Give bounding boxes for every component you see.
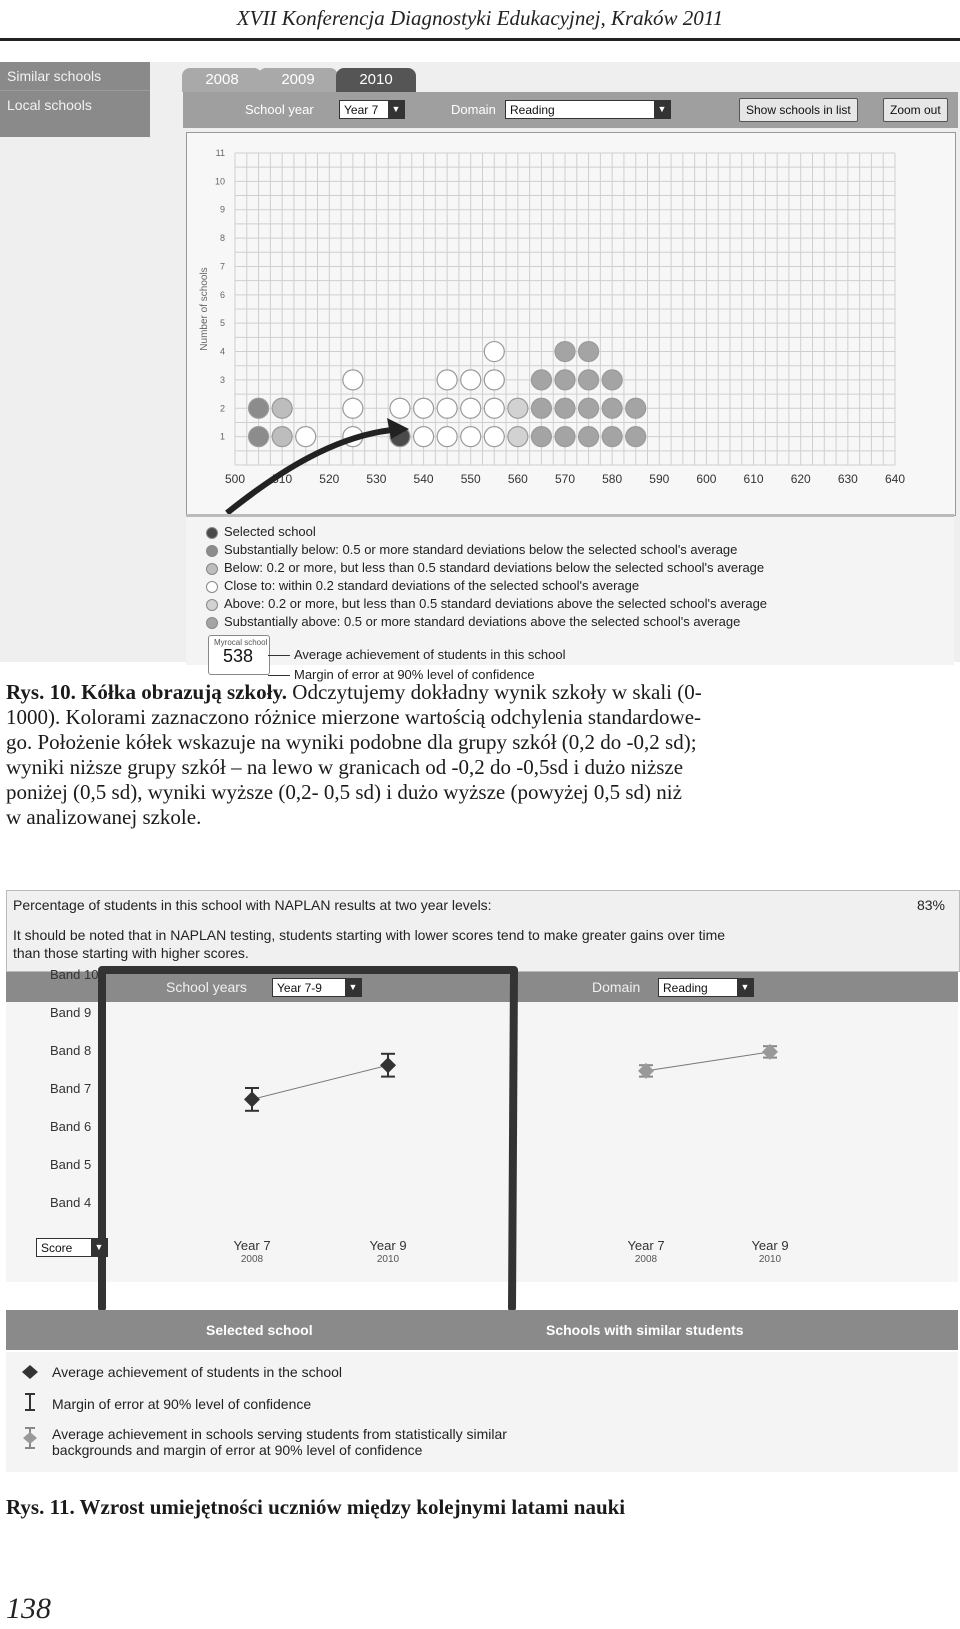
x-category-year: 2008 (634, 1254, 658, 1265)
tab-year-2008[interactable]: 2008 (182, 68, 262, 92)
y-tick-label: 11 (215, 148, 225, 158)
school-dot-substantially-above (531, 398, 551, 418)
trend-line (646, 1052, 770, 1071)
legend-label: Above: 0.2 or more, but less than 0.5 standard deviations above the selected school's average (224, 596, 768, 611)
school-dot-close (461, 398, 481, 418)
school-years-value: Year 7-9 (277, 981, 322, 995)
y-tick-label: 3 (219, 374, 225, 385)
legend-row-below (206, 559, 764, 577)
band-label: Band 10 (50, 967, 99, 982)
legend-label: Close to: within 0.2 standard deviations of the selected school's average (224, 578, 640, 593)
show-schools-button[interactable]: Show schools in list (739, 98, 858, 122)
school-score-badge (208, 635, 270, 675)
info-note-line: than those starting with higher scores. (13, 945, 249, 961)
domain-select[interactable] (505, 100, 671, 119)
running-header: XVII Konferencja Diagnostyki Edukacyjnej, Kraków 2011 (236, 6, 724, 30)
y-tick-label: 9 (219, 204, 225, 215)
band-label: Band 9 (50, 1005, 92, 1020)
caption-line: go. Położenie kółek wskazuje na wyniki podobne dla grupy szkół (0,2 do -0,2 sd); (6, 730, 697, 754)
school-dot-substantially-above (626, 427, 646, 447)
x-tick-label: 580 (602, 472, 623, 486)
legend-dot (206, 617, 218, 629)
highlight-frame (102, 970, 514, 1308)
score-select[interactable] (36, 1238, 108, 1257)
legend-average-label: Average achievement of students in the school (52, 1364, 343, 1380)
y-tick-label: 2 (219, 403, 225, 414)
school-dot-substantially-below (249, 398, 269, 418)
school-dot-above (508, 398, 528, 418)
legend-symbols (18, 1352, 48, 1472)
y-tick-label: 5 (219, 318, 225, 329)
error-bar-icon (25, 1394, 35, 1410)
school-dot-substantially-above (531, 370, 551, 390)
band-label: Band 4 (50, 1195, 92, 1210)
band-label: Band 5 (50, 1157, 92, 1172)
school-dot-below (272, 398, 292, 418)
x-tick-label: 590 (649, 472, 670, 486)
school-dot-close (437, 398, 457, 418)
legend-dot (206, 545, 218, 557)
school-dot-close (437, 370, 457, 390)
caption-text: Odczytujemy dokładny wynik szkoły w skali (0- (287, 680, 702, 704)
toolbar (183, 92, 958, 128)
legend-dot (206, 581, 218, 593)
y-axis-title: Number of schools (199, 267, 210, 351)
y-tick-label: 10 (214, 176, 225, 187)
y-tick-label: 7 (219, 261, 225, 272)
data-point-diamond (244, 1091, 260, 1107)
x-category-label: Year 9 (751, 1238, 789, 1253)
figure-10-caption (6, 680, 702, 830)
caption-lead: Rys. 10. Kółka obrazują szkoły. (6, 680, 288, 704)
figure-11-panel-footer (6, 1310, 958, 1350)
band-label: Band 7 (50, 1081, 92, 1096)
school-year-label: School year (245, 102, 314, 117)
school-dot-substantially-above (579, 427, 599, 447)
school-dot-close (461, 427, 481, 447)
x-tick-label: 640 (884, 472, 906, 486)
legend-label: Below: 0.2 or more, but less than 0.5 standard deviations below the selected school's average (224, 560, 765, 575)
school-dot-close (484, 398, 504, 418)
header-rule (0, 38, 960, 41)
school-dot-close (484, 427, 504, 447)
figure-11-caption: Rys. 11. Wzrost umiejętności uczniów między kolejnymi latami nauki (6, 1495, 626, 1519)
diamond-icon (22, 1365, 38, 1379)
panel-label-similar: Schools with similar students (546, 1322, 744, 1338)
caption-line (6, 680, 702, 705)
band-label: Band 6 (50, 1119, 92, 1134)
y-tick-label: 4 (219, 346, 225, 357)
zoom-out-button[interactable]: Zoom out (883, 98, 948, 122)
badge-score: 538 (223, 646, 254, 666)
legend-similar-label-2: backgrounds and margin of error at 90% level of confidence (52, 1442, 423, 1458)
x-tick-label: 620 (790, 472, 811, 486)
y-tick-label: 8 (219, 233, 225, 244)
x-tick-label: 600 (696, 472, 717, 486)
legend-row-selected (206, 523, 316, 541)
data-point-diamond (380, 1057, 396, 1073)
chevron-down-icon: ▼ (91, 1239, 107, 1256)
school-dot-substantially-above (579, 370, 599, 390)
x-category-label: Year 7 (627, 1238, 665, 1253)
caption-line: 1000). Kolorami zaznaczono różnice mierzone wartością odchylenia standardowe- (6, 705, 702, 729)
figure-11-controls (6, 972, 958, 1002)
score-value: Score (41, 1241, 73, 1255)
x-category-year: 2010 (758, 1254, 782, 1265)
school-dot-substantially-above (626, 398, 646, 418)
legend-label: Substantially below: 0.5 or more standard deviations below the selected school's average (224, 542, 738, 557)
school-dot-substantially-above (531, 427, 551, 447)
tab-local-schools[interactable]: Local schools (0, 90, 150, 119)
school-dot-close (296, 427, 316, 447)
x-tick-label: 560 (507, 472, 528, 486)
caption-line: w analizowanej szkole. (6, 805, 202, 829)
badge-margin-text: Margin of error at 90% level of confidence (294, 667, 535, 682)
figure-10-screenshot (0, 62, 960, 682)
x-category-year: 2010 (376, 1254, 400, 1265)
school-dot-substantially-above (555, 342, 575, 362)
school-years-select[interactable] (272, 978, 362, 997)
school-dot-substantially-above (579, 398, 599, 418)
x-tick-label: 610 (743, 472, 764, 486)
x-tick-label: 630 (837, 472, 858, 486)
school-dot-close (343, 370, 363, 390)
school-dot-below (272, 427, 292, 447)
domain-value: Reading (510, 103, 555, 117)
legend-label: Substantially above: 0.5 or more standard deviations above the selected school's average (224, 614, 741, 629)
similar-schools-icon (23, 1428, 37, 1448)
school-dot-substantially-below (249, 427, 269, 447)
tab-year-2010[interactable]: 2010 (336, 68, 416, 92)
school-dot-substantially-above (555, 427, 575, 447)
school-dot-substantially-above (555, 398, 575, 418)
legend-label: Selected school (224, 524, 316, 539)
figure-10-legend (186, 514, 954, 682)
panel-label-selected: Selected school (206, 1322, 313, 1338)
x-tick-label: 510 (272, 472, 293, 486)
school-dot-substantially-above (579, 342, 599, 362)
school-dot-close (343, 398, 363, 418)
domain-select[interactable] (658, 978, 754, 997)
x-tick-label: 570 (554, 472, 576, 486)
y-tick-label: 1 (219, 431, 225, 442)
tab-similar-schools[interactable]: Similar schools (7, 68, 102, 84)
domain-label: Domain (592, 979, 641, 995)
legend-row-above (206, 595, 767, 613)
side-tabs (0, 62, 150, 137)
domain-label: Domain (451, 102, 496, 117)
legend-row-close (206, 577, 639, 595)
band-label: Band 8 (50, 1043, 92, 1058)
legend-dot (206, 527, 218, 539)
info-percentage-value: 83% (916, 897, 945, 913)
chevron-down-icon: ▼ (345, 979, 361, 996)
school-dot-close (390, 398, 410, 418)
school-dot-substantially-above (602, 370, 622, 390)
x-category-year: 2008 (240, 1254, 264, 1265)
school-dot-close (414, 427, 434, 447)
x-tick-label: 550 (460, 472, 481, 486)
schools-dot-chart (186, 132, 956, 516)
legend-row-substantially-above (206, 613, 740, 631)
school-year-select[interactable] (339, 100, 405, 119)
legend-dot (206, 599, 218, 611)
trend-line (252, 1065, 388, 1099)
school-dot-close (484, 370, 504, 390)
figure-11-info-panel (6, 890, 960, 972)
school-dot-substantially-above (555, 370, 575, 390)
badge-pointer (268, 675, 290, 676)
school-dot-substantially-above (602, 398, 622, 418)
badge-school-name: Myrocal school (214, 638, 268, 647)
school-dot-substantially-above (602, 427, 622, 447)
page-number: 138 (6, 1592, 51, 1625)
caption-line: poniżej (0,5 sd), wyniki wyższe (0,2- 0,5 sd) i dużo wyższe (powyżej 0,5 sd) niż (6, 780, 682, 804)
x-category-label: Year 7 (233, 1238, 271, 1253)
school-year-value: Year 7 (344, 103, 379, 117)
x-tick-label: 540 (413, 472, 434, 486)
figure-11-legend (6, 1352, 958, 1472)
info-percentage-text: Percentage of students in this school with NAPLAN results at two year levels: (13, 897, 492, 913)
legend-dot (206, 563, 218, 575)
x-category-label: Year 9 (369, 1238, 407, 1253)
school-dot-close (414, 398, 434, 418)
caption-line: wyniki niższe grupy szkół – na lewo w granicach od -0,2 do -0,5sd i dużo niższe (6, 755, 684, 779)
x-tick-label: 500 (224, 472, 246, 486)
school-dot-above (508, 427, 528, 447)
school-years-label: School years (166, 979, 247, 995)
legend-row-substantially-below (206, 541, 737, 559)
x-tick-label: 520 (319, 472, 340, 486)
school-dot-close (461, 370, 481, 390)
tab-year-2009[interactable]: 2009 (258, 68, 338, 92)
legend-similar-label: Average achievement in schools serving students from statistically similar (52, 1426, 507, 1442)
domain-value: Reading (663, 981, 708, 995)
chevron-down-icon: ▼ (737, 979, 753, 996)
school-dot-close (437, 427, 457, 447)
info-note-line: It should be noted that in NAPLAN testing, students starting with lower scores tend to make greater gains over time (13, 927, 726, 943)
dot-chart-svg (187, 133, 955, 515)
badge-average-text: Average achievement of students in this school (294, 647, 566, 662)
chevron-down-icon: ▼ (388, 101, 404, 118)
legend-margin-label: Margin of error at 90% level of confidence (52, 1396, 312, 1412)
y-tick-label: 6 (219, 289, 225, 300)
badge-pointer (268, 655, 290, 656)
x-tick-label: 530 (366, 472, 387, 486)
chevron-down-icon: ▼ (654, 101, 670, 118)
school-dot-close (484, 342, 504, 362)
